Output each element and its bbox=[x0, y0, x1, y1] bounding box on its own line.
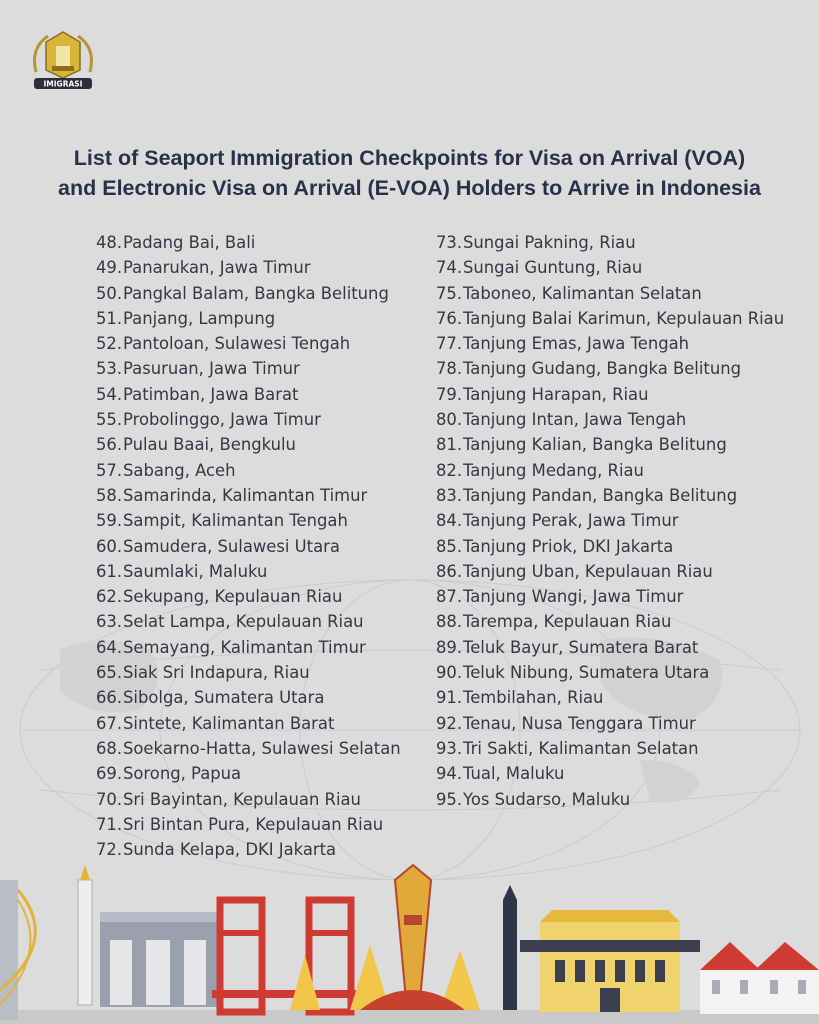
gate-building-graphic bbox=[100, 912, 218, 1007]
checkpoint-number: 54. bbox=[96, 384, 123, 404]
checkpoint-number: 58. bbox=[96, 485, 123, 505]
checkpoint-number: 81. bbox=[436, 435, 463, 455]
checkpoint-item bbox=[96, 534, 426, 559]
checkpoint-item bbox=[436, 508, 806, 533]
checkpoint-item bbox=[96, 660, 426, 685]
checkpoint-name: Teluk Nibung, Sumatera Utara bbox=[463, 663, 710, 683]
checkpoint-number: 65. bbox=[96, 663, 123, 683]
checkpoint-name: Tri Sakti, Kalimantan Selatan bbox=[463, 738, 699, 758]
checkpoint-name: Sampit, Kalimantan Tengah bbox=[123, 511, 348, 531]
checkpoint-item bbox=[96, 255, 426, 280]
checkpoint-item bbox=[96, 382, 426, 407]
checkpoint-name: Tanjung Priok, DKI Jakarta bbox=[463, 536, 674, 556]
checkpoint-name: Tanjung Emas, Jawa Tengah bbox=[463, 334, 690, 354]
imigrasi-emblem-logo bbox=[28, 28, 98, 94]
checkpoint-item bbox=[96, 837, 426, 862]
page-title bbox=[0, 143, 819, 203]
checkpoint-name: Sibolga, Sumatera Utara bbox=[123, 688, 325, 708]
checkpoint-number: 82. bbox=[436, 460, 463, 480]
checkpoint-number: 53. bbox=[96, 359, 123, 379]
checkpoint-item bbox=[436, 711, 806, 736]
checkpoint-number: 84. bbox=[436, 511, 463, 531]
checkpoint-item bbox=[96, 508, 426, 533]
red-roof-houses-graphic bbox=[700, 942, 819, 1014]
checkpoint-list-left bbox=[96, 230, 426, 862]
checkpoint-name: Tembilahan, Riau bbox=[463, 688, 604, 708]
checkpoint-name: Selat Lampa, Kepulauan Riau bbox=[123, 612, 364, 632]
checkpoint-name: Sabang, Aceh bbox=[123, 460, 236, 480]
checkpoint-number: 56. bbox=[96, 435, 123, 455]
checkpoint-name: Sri Bayintan, Kepulauan Riau bbox=[123, 789, 361, 809]
checkpoint-item bbox=[96, 407, 426, 432]
checkpoint-number: 85. bbox=[436, 536, 463, 556]
checkpoint-item bbox=[436, 230, 806, 255]
checkpoint-item bbox=[96, 230, 426, 255]
checkpoint-number: 74. bbox=[436, 258, 463, 278]
checkpoint-name: Panarukan, Jawa Timur bbox=[123, 258, 311, 278]
checkpoint-number: 92. bbox=[436, 713, 463, 733]
checkpoint-item bbox=[436, 483, 806, 508]
checkpoint-item bbox=[436, 609, 806, 634]
checkpoint-name: Tanjung Kalian, Bangka Belitung bbox=[463, 435, 727, 455]
checkpoint-number: 93. bbox=[436, 738, 463, 758]
checkpoint-item bbox=[436, 787, 806, 812]
checkpoint-item bbox=[436, 660, 806, 685]
checkpoint-name: Samarinda, Kalimantan Timur bbox=[123, 485, 368, 505]
checkpoint-number: 79. bbox=[436, 384, 463, 404]
checkpoint-item bbox=[96, 483, 426, 508]
checkpoint-name: Tanjung Gudang, Bangka Belitung bbox=[463, 359, 742, 379]
checkpoint-item bbox=[96, 761, 426, 786]
checkpoint-name: Panjang, Lampung bbox=[123, 308, 276, 328]
checkpoint-number: 76. bbox=[436, 308, 463, 328]
monument-graphic bbox=[78, 865, 92, 1005]
checkpoint-number: 69. bbox=[96, 764, 123, 784]
checkpoint-number: 86. bbox=[436, 561, 463, 581]
checkpoint-name: Siak Sri Indapura, Riau bbox=[123, 663, 310, 683]
checkpoint-number: 72. bbox=[96, 840, 123, 860]
checkpoint-name: Soekarno-Hatta, Sulawesi Selatan bbox=[123, 738, 401, 758]
checkpoint-item bbox=[436, 736, 806, 761]
checkpoint-name: Taboneo, Kalimantan Selatan bbox=[463, 283, 702, 303]
red-bridge-towers-graphic bbox=[212, 900, 360, 1012]
checkpoint-name: Tarempa, Kepulauan Riau bbox=[463, 612, 672, 632]
checkpoint-name: Tanjung Uban, Kepulauan Riau bbox=[463, 561, 713, 581]
checkpoint-number: 77. bbox=[436, 334, 463, 354]
checkpoint-name: Pasuruan, Jawa Timur bbox=[123, 359, 300, 379]
checkpoint-item bbox=[436, 331, 806, 356]
checkpoint-item bbox=[96, 711, 426, 736]
checkpoint-item bbox=[436, 306, 806, 331]
checkpoint-item bbox=[96, 356, 426, 381]
checkpoint-name: Padang Bai, Bali bbox=[123, 233, 256, 252]
checkpoint-number: 66. bbox=[96, 688, 123, 708]
checkpoint-number: 63. bbox=[96, 612, 123, 632]
checkpoint-item bbox=[96, 306, 426, 331]
checkpoint-name: Tanjung Medang, Riau bbox=[463, 460, 644, 480]
checkpoint-name: Tanjung Intan, Jawa Tengah bbox=[463, 410, 687, 430]
checkpoint-name: Tanjung Pandan, Bangka Belitung bbox=[463, 485, 738, 505]
checkpoint-number: 49. bbox=[96, 258, 123, 278]
checkpoint-number: 88. bbox=[436, 612, 463, 632]
checkpoint-item bbox=[436, 559, 806, 584]
traditional-house-graphic bbox=[290, 865, 480, 1010]
logo-text: IMIGRASI bbox=[43, 79, 83, 89]
checkpoint-number: 48. bbox=[96, 233, 123, 252]
checkpoint-name: Tual, Maluku bbox=[463, 764, 565, 784]
checkpoint-item bbox=[96, 609, 426, 634]
checkpoint-item bbox=[436, 635, 806, 660]
checkpoint-name: Semayang, Kalimantan Timur bbox=[123, 637, 366, 657]
checkpoint-name: Yos Sudarso, Maluku bbox=[463, 789, 631, 809]
title-line-1: List of Seaport Immigration Checkpoints for Visa on Arrival (VOA) bbox=[73, 146, 746, 170]
checkpoint-name: Sorong, Papua bbox=[123, 764, 242, 784]
checkpoint-number: 62. bbox=[96, 587, 123, 607]
checkpoint-number: 64. bbox=[96, 637, 123, 657]
checkpoint-name: Tanjung Perak, Jawa Timur bbox=[463, 511, 679, 531]
checkpoint-item bbox=[96, 458, 426, 483]
checkpoint-name: Sri Bintan Pura, Kepulauan Riau bbox=[123, 814, 384, 834]
checkpoint-name: Tanjung Harapan, Riau bbox=[463, 384, 649, 404]
checkpoint-item bbox=[96, 736, 426, 761]
checkpoint-item bbox=[436, 534, 806, 559]
checkpoint-item bbox=[436, 382, 806, 407]
checkpoint-name: Tanjung Balai Karimun, Kepulauan Riau bbox=[463, 308, 785, 328]
checkpoint-name: Saumlaki, Maluku bbox=[123, 561, 268, 581]
checkpoint-item bbox=[96, 432, 426, 457]
checkpoint-number: 95. bbox=[436, 789, 463, 809]
checkpoint-number: 55. bbox=[96, 410, 123, 430]
checkpoint-item bbox=[436, 356, 806, 381]
checkpoint-item bbox=[96, 281, 426, 306]
checkpoint-list-right bbox=[436, 230, 806, 812]
checkpoint-item bbox=[96, 685, 426, 710]
checkpoint-number: 94. bbox=[436, 764, 463, 784]
checkpoint-number: 61. bbox=[96, 561, 123, 581]
checkpoint-name: Sungai Pakning, Riau bbox=[463, 233, 636, 252]
checkpoint-item bbox=[436, 255, 806, 280]
checkpoint-name: Pantoloan, Sulawesi Tengah bbox=[123, 334, 351, 354]
checkpoint-name: Pangkal Balam, Bangka Belitung bbox=[123, 283, 389, 303]
title-line-2: and Electronic Visa on Arrival (E-VOA) Holders to Arrive in Indonesia bbox=[58, 176, 761, 200]
checkpoint-name: Sekupang, Kepulauan Riau bbox=[123, 587, 343, 607]
checkpoint-name: Sungai Guntung, Riau bbox=[463, 258, 643, 278]
tower-graphic bbox=[503, 885, 517, 1010]
checkpoint-item bbox=[96, 584, 426, 609]
checkpoint-name: Teluk Bayur, Sumatera Barat bbox=[463, 637, 699, 657]
checkpoint-name: Sintete, Kalimantan Barat bbox=[123, 713, 335, 733]
checkpoint-item bbox=[96, 635, 426, 660]
checkpoint-item bbox=[436, 584, 806, 609]
indonesia-skyline-illustration bbox=[0, 860, 819, 1024]
checkpoint-number: 68. bbox=[96, 738, 123, 758]
checkpoint-number: 73. bbox=[436, 233, 463, 252]
checkpoint-item bbox=[96, 331, 426, 356]
checkpoint-number: 75. bbox=[436, 283, 463, 303]
checkpoint-number: 67. bbox=[96, 713, 123, 733]
checkpoint-name: Tenau, Nusa Tenggara Timur bbox=[463, 713, 696, 733]
checkpoint-number: 50. bbox=[96, 283, 123, 303]
checkpoint-name: Pulau Baai, Bengkulu bbox=[123, 435, 296, 455]
checkpoint-item bbox=[96, 787, 426, 812]
checkpoint-name: Sunda Kelapa, DKI Jakarta bbox=[123, 840, 337, 860]
checkpoint-item bbox=[96, 812, 426, 837]
checkpoint-number: 60. bbox=[96, 536, 123, 556]
bridge-graphic bbox=[0, 880, 35, 1020]
checkpoint-number: 80. bbox=[436, 410, 463, 430]
checkpoint-item bbox=[436, 432, 806, 457]
checkpoint-number: 51. bbox=[96, 308, 123, 328]
checkpoint-number: 59. bbox=[96, 511, 123, 531]
checkpoint-name: Probolinggo, Jawa Timur bbox=[123, 410, 321, 430]
checkpoint-item bbox=[96, 559, 426, 584]
checkpoint-item bbox=[436, 407, 806, 432]
checkpoint-number: 78. bbox=[436, 359, 463, 379]
checkpoint-number: 87. bbox=[436, 587, 463, 607]
checkpoint-number: 71. bbox=[96, 814, 123, 834]
checkpoint-number: 52. bbox=[96, 334, 123, 354]
checkpoint-number: 91. bbox=[436, 688, 463, 708]
checkpoint-item bbox=[436, 685, 806, 710]
checkpoint-number: 90. bbox=[436, 663, 463, 683]
checkpoint-name: Samudera, Sulawesi Utara bbox=[123, 536, 340, 556]
palace-graphic bbox=[520, 910, 700, 1012]
checkpoint-name: Tanjung Wangi, Jawa Timur bbox=[463, 587, 684, 607]
checkpoint-item bbox=[436, 761, 806, 786]
checkpoint-number: 83. bbox=[436, 485, 463, 505]
checkpoint-number: 70. bbox=[96, 789, 123, 809]
checkpoint-item bbox=[436, 458, 806, 483]
checkpoint-name: Patimban, Jawa Barat bbox=[123, 384, 299, 404]
checkpoint-item bbox=[436, 281, 806, 306]
checkpoint-number: 57. bbox=[96, 460, 123, 480]
checkpoint-number: 89. bbox=[436, 637, 463, 657]
